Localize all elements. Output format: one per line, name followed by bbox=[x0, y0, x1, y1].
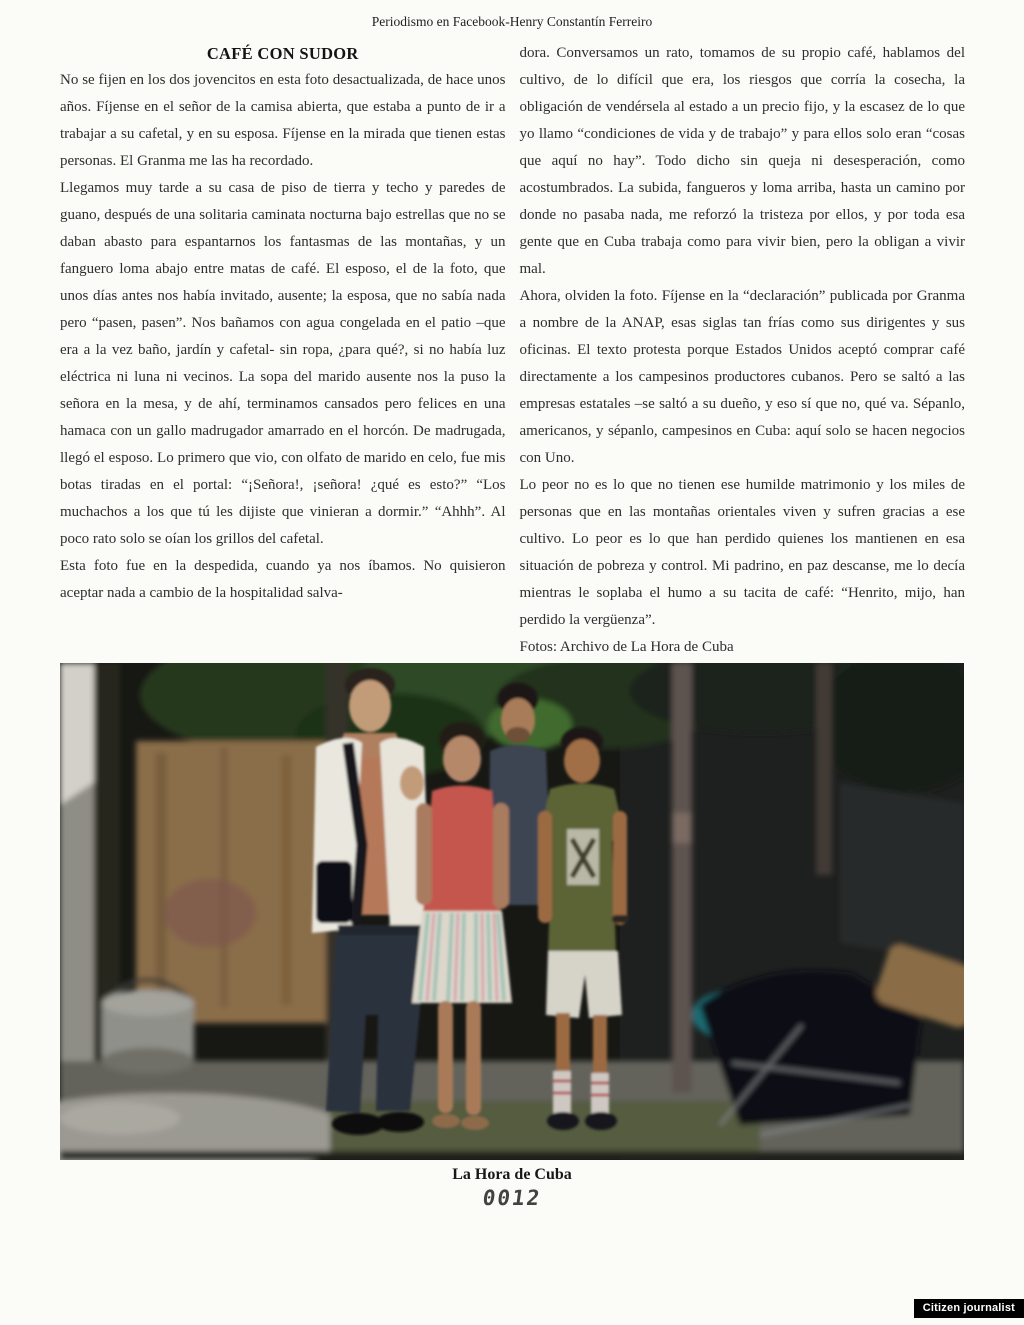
photo-credit: Fotos: Archivo de La Hora de Cuba bbox=[519, 639, 734, 655]
family-photo-illustration bbox=[60, 663, 964, 1160]
citizen-journalist-badge: Citizen journalist bbox=[914, 1299, 1024, 1318]
photo-caption: La Hora de Cuba bbox=[452, 1166, 572, 1183]
article-paragraph: dora. Conversamos un rato, tomamos de su propio café, hablamos del cultivo, de lo difícil que era, los riesgos que corría la cosecha, la obligación de vendérsela al estado a un precio fijo, y la escasez de lo que yo llamo “condiciones de vida y de trabajo” y para ellos solo eran “cosas que aquí no hay”. Todo dicho sin queja ni desesperación, como acostumbrados. La subida, fangueros y loma arriba, hasta un camino por donde no pasaba nada, me reforzó la tristeza por ellos, y por toda esa gente que en Cuba trabaja como para vivir bien, pero la obligan a vivir mal. bbox=[519, 45, 965, 277]
article-paragraph: Llegamos muy tarde a su casa de piso de tierra y techo y paredes de guano, después de una solitaria caminata nocturna bajo estrellas que no se daban abasto para espantarnos los fantasmas de las montañas, y un fanguero loma abajo entre matas de café. El esposo, el de la foto, que unos días antes nos había invitado, ausente; la esposa, que no sabía nada pero “pasen, pasen”. Nos bañamos con agua congelada en el patio –que era a la vez baño, jardín y cafetal- sin ropa, ¿para qué?, si no había luz eléctrica ni luna ni vecinos. La sopa del marido ausente nos la puso la señora en la mesa, y de ahí, terminamos cansados pero felices en una hamaca con un gallo madrugador amarrado en el horcón. De madrugada, llegó el esposo. Lo primero que vio, con olfato de marido en celo, fue mis botas tiradas en el portal: “¡Señora!, ¡señora! ¿qué es esto?” “Los muchachos a los que tú les dijiste que vinieran a dormir.” “Ahhh”. Al poco rato solo se oían los grillos del cafetal. bbox=[60, 180, 506, 547]
right-column bbox=[520, 40, 966, 661]
page-header: Periodismo en Facebook-Henry Constantín Ferreiro bbox=[371, 14, 653, 29]
article-title: CAFÉ CON SUDOR bbox=[206, 44, 359, 63]
family-photo bbox=[60, 663, 964, 1160]
article-body bbox=[0, 30, 1024, 661]
article-paragraph: Lo peor no es lo que no tienen ese humilde matrimonio y los miles de personas que en las montañas orientales viven y sufren gracias a ese cultivo. Lo peor es lo que han perdido quienes los mantienen en esa situación de pobreza y control. Mi padrino, en paz descanse, me lo decía mientras le soplaba el humo a su tacita de café: “Henrito, mijo, han perdido la vergüenza”. bbox=[519, 477, 965, 628]
article-paragraph: No se fijen en los dos jovencitos en esta foto desactualizada, de hace unos años. Fíjense en el señor de la camisa abierta, que estaba a punto de ir a trabajar a su cafetal, y en su esposa. Fíjense en la mirada que tienen estas personas. El Granma me las ha recordado. bbox=[60, 72, 506, 169]
left-column bbox=[60, 40, 506, 661]
article-paragraph: Esta foto fue en la despedida, cuando ya nos íbamos. No quisieron aceptar nada a cambio de la hospitalidad salva- bbox=[60, 558, 506, 601]
photo-counter: 0012 bbox=[481, 1186, 543, 1210]
article-paragraph: Ahora, olviden la foto. Fíjense en la “declaración” publicada por Granma a nombre de la ANAP, esas siglas tan frías como sus dirigentes y sus oficinas. El texto protesta porque Estados Unidos aceptó comprar café directamente a los campesinos productores cubanos. Pero se saltó a las empresas estatales –se saltó a su dueño, y eso sí que no, qué va. Sépanlo, americanos, y sépanlo, campesinos en Cuba: aquí solo se hacen negocios con Uno. bbox=[519, 288, 965, 466]
